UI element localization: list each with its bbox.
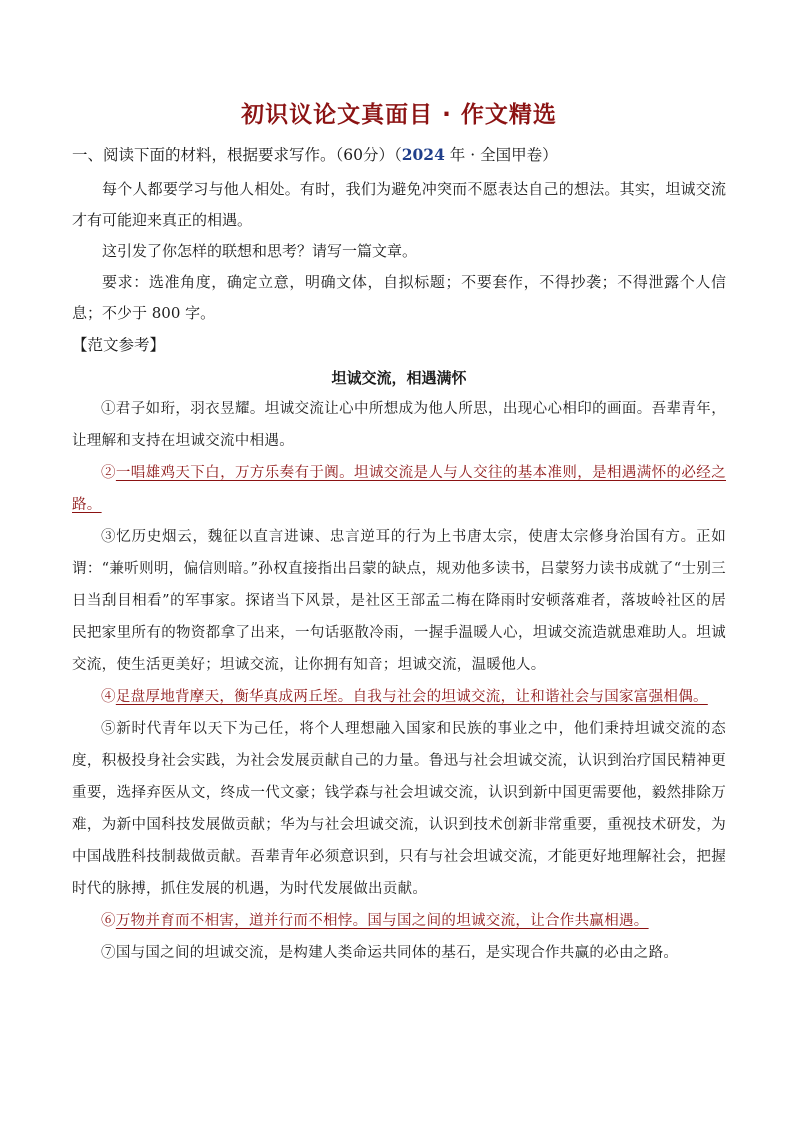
paragraph-text: 忆历史烟云，魏征以直言进谏、忠言逆耳的行为上书唐太宗，使唐太宗修身治国有方。正如谓：“兼听则明，偏信则暗。”孙权直接指出吕蒙的缺点，规劝他多读书，吕蒙努力读书成就了“士别三日当刮目相看”的军事家。探诸当下风景，是社区王部孟二梅在降雨时安顿落难者，落坡岭社区的居民把家里所有的物资都拿了出来，一句话驱散冷雨，一握手温暖人心，坦诚交流造就患难助人。坦诚交流，使生活更美好；坦诚交流，让你拥有知音；坦诚交流，温暖他人。 bbox=[72, 529, 726, 673]
paragraph-text-highlighted: 万物并育而不相害，道并行而不相悖。国与国之间的坦诚交流，让合作共赢相遇。 bbox=[115, 913, 649, 929]
question-heading bbox=[72, 142, 726, 168]
paragraph-number: ① bbox=[101, 401, 116, 417]
paragraph-text-highlighted: 足盘厚地背摩天，衡华真成两丘垤。自我与社会的坦诚交流，让和谐社会与国家富强相偶。 bbox=[115, 689, 708, 705]
essay-paragraph-2 bbox=[72, 457, 726, 521]
question-heading-suffix: 年 · 全国甲卷） bbox=[444, 146, 558, 164]
question-year: 2024 bbox=[401, 145, 445, 164]
paragraph-number: ② bbox=[101, 465, 116, 481]
paragraph-number: ④ bbox=[101, 689, 116, 705]
page-title: 初识议论文真面目 · 作文精选 bbox=[241, 102, 557, 128]
essay-paragraph-3 bbox=[72, 521, 726, 681]
essay-paragraph-4 bbox=[72, 681, 726, 713]
essay-paragraph-6 bbox=[72, 905, 726, 937]
essay-title: 坦诚交流，相遇满怀 bbox=[331, 369, 467, 387]
paragraph-text: 国与国之间的坦诚交流，是构建人类命运共同体的基石，是实现合作共赢的必由之路。 bbox=[115, 945, 679, 961]
paragraph-text: 新时代青年以天下为己任，将个人理想融入国家和民族的事业之中，他们秉持坦诚交流的态度，积极投身社会实践，为社会发展贡献自己的力量。鲁迅与社会坦诚交流，认识到治疗国民精神更重要，选择弃医从文，终成一代文豪；钱学森与社会坦诚交流，认识到新中国更需要他，毅然排除万难，为新中国科技发展做贡献；华为与社会坦诚交流，认识到技术创新非常重要，重视技术研发，为中国战胜科技制裁做贡献。吾辈青年必须意识到，只有与社会坦诚交流，才能更好地理解社会，把握时代的脉搏，抓住发展的机遇，为时代发展做出贡献。 bbox=[72, 721, 726, 897]
paragraph-number: ⑥ bbox=[101, 913, 116, 929]
essay-paragraph-5 bbox=[72, 713, 726, 905]
question-prompt: 这引发了你怎样的联想和思考？请写一篇文章。 bbox=[102, 242, 418, 260]
question-heading-prefix: 一、阅读下面的材料，根据要求写作。（60分）（ bbox=[72, 146, 402, 164]
paragraph-number: ⑤ bbox=[101, 721, 117, 737]
paragraph-text-highlighted: 一唱雄鸡天下白，万方乐奏有于阗。坦诚交流是人与人交往的基本准则，是相遇满怀的必经之路。 bbox=[72, 465, 726, 513]
question-requirements: 要求：选准角度，确定立意，明确文体，自拟标题；不要套作，不得抄袭；不得泄露个人信息；不少于 800 字。 bbox=[72, 273, 726, 322]
paragraph-text: 君子如珩，羽衣昱耀。坦诚交流让心中所想成为他人所思，出现心心相印的画面。吾辈青年，让理解和支持在坦诚交流中相遇。 bbox=[72, 401, 726, 449]
paragraph-number: ⑦ bbox=[101, 945, 116, 961]
reference-label: 【范文参考】 bbox=[72, 336, 166, 354]
question-material: 每个人都要学习与他人相处。有时，我们为避免冲突而不愿表达自己的想法。其实，坦诚交流才有可能迎来真正的相遇。 bbox=[72, 180, 726, 229]
essay-paragraph-7 bbox=[72, 937, 726, 969]
essay bbox=[72, 365, 726, 969]
paragraph-number: ③ bbox=[101, 529, 117, 545]
essay-paragraph-1 bbox=[72, 393, 726, 457]
